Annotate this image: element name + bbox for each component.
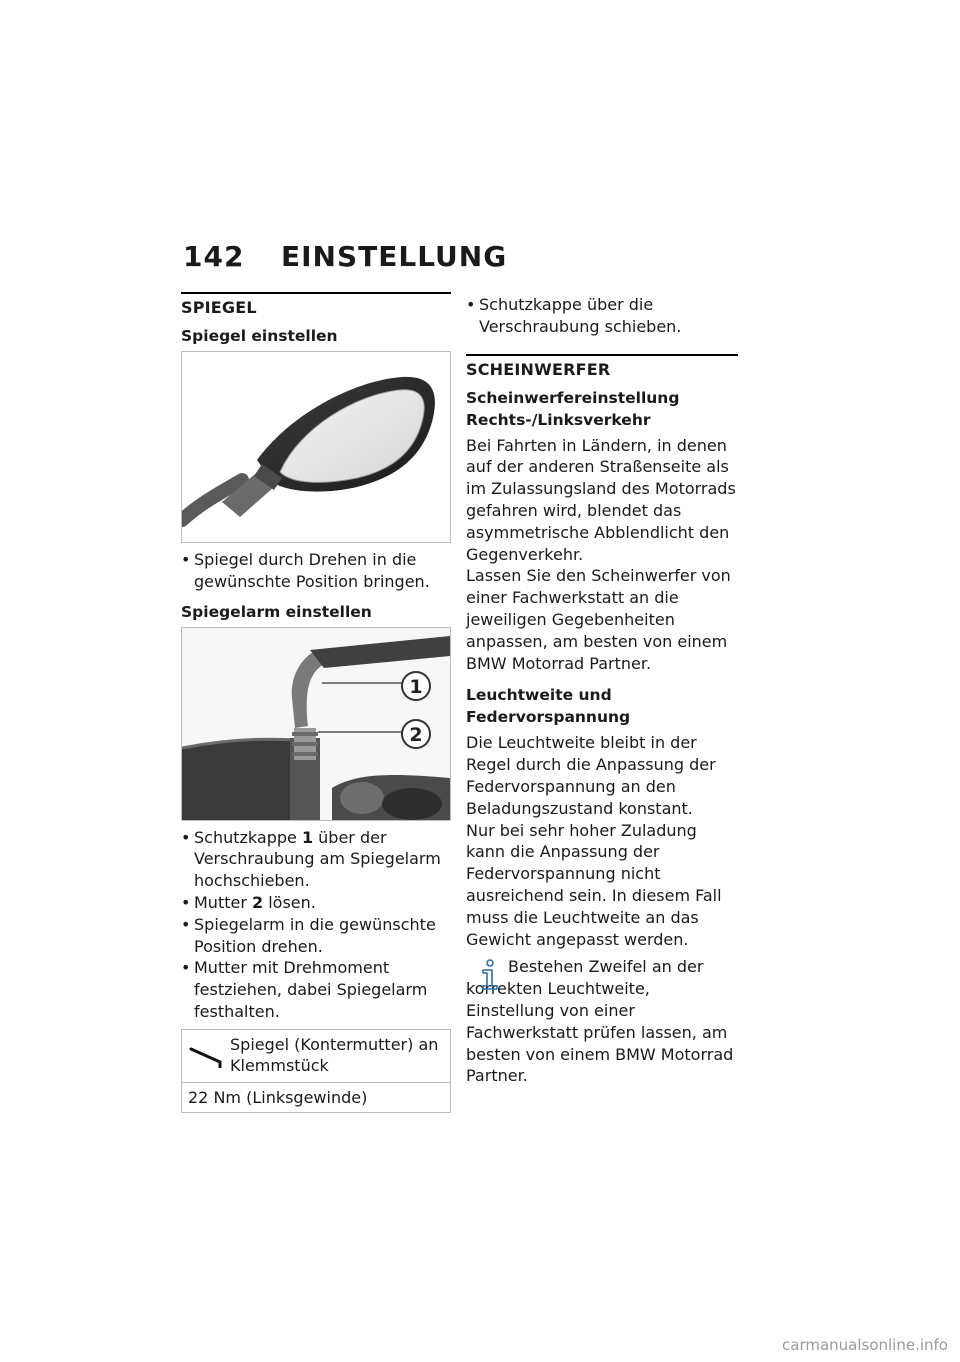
torque-label: Spiegel (Kontermutter) an Klemmstück bbox=[230, 1034, 439, 1075]
left-column bbox=[181, 292, 451, 1113]
callout-1: 1 bbox=[409, 675, 423, 698]
list-item: • Schutzkappe über die Verschraubung schieben. bbox=[466, 294, 738, 338]
info-note bbox=[466, 956, 738, 1087]
callout-2: 2 bbox=[409, 723, 423, 746]
range-text-1: Die Leuchtweite bleibt in der Regel durch die Anpassung der Federvorspannung an den Beladungszustand konstant. bbox=[466, 733, 716, 818]
right-column bbox=[466, 294, 738, 1087]
chapter-title: EINSTELLUNG bbox=[281, 240, 508, 273]
mirror-arm-photo bbox=[181, 627, 451, 821]
list-item: • Spiegelarm in die gewünschte Position drehen. bbox=[181, 914, 451, 958]
torque-wrench-icon bbox=[188, 1034, 230, 1076]
watermark: carmanualsonline.info bbox=[782, 1336, 948, 1354]
info-icon bbox=[478, 958, 502, 996]
subheading-traffic-side: Scheinwerfereinstellung Rechts-/Linksverkehr bbox=[466, 388, 680, 429]
headlight-text-1: Bei Fahrten in Ländern, in denen auf der anderen Straßenseite als im Zulassungsland des Motorrads gefahren wird, blendet das asymmetrische Abblendlicht den Gegenverkehr. bbox=[466, 435, 736, 564]
page-number: 142 bbox=[183, 240, 245, 273]
continued-steps bbox=[466, 294, 738, 338]
torque-value: 22 Nm (Linksgewinde) bbox=[188, 1087, 368, 1107]
mirror-steps bbox=[181, 549, 451, 593]
headlight-text-2: Lassen Sie den Scheinwerfer von einer Fachwerkstatt an die jeweiligen Gegebenheiten anpassen, am besten von einem BMW Motorrad Partner. bbox=[466, 566, 731, 673]
list-item: • Schutzkappe 1 über der Verschraubung am Spiegelarm hochschieben. bbox=[181, 827, 451, 892]
list-item: • Spiegel durch Drehen in die gewünschte Position bringen. bbox=[181, 549, 451, 593]
section-rule bbox=[181, 292, 451, 294]
list-item: • Mutter mit Drehmoment festziehen, dabei Spiegelarm festhalten. bbox=[181, 957, 451, 1022]
subheading-mirror-adjust: Spiegel einstellen bbox=[181, 327, 338, 345]
section-title-headlight: SCHEINWERFER bbox=[466, 359, 611, 379]
range-text-2: Nur bei sehr hoher Zuladung kann die Anpassung der Federvorspannung nicht ausreichend sein. In diesem Fall muss die Leuchtweite an das Gewicht angepasst werden. bbox=[466, 820, 722, 949]
section-title-mirror: SPIEGEL bbox=[181, 298, 257, 317]
page-header bbox=[183, 240, 507, 273]
arm-steps bbox=[181, 827, 451, 1023]
subheading-arm-adjust: Spiegelarm einstellen bbox=[181, 602, 372, 621]
list-item: • Mutter 2 lösen. bbox=[181, 892, 451, 914]
info-text: Bestehen Zweifel an der korrekten Leuchtweite, Einstellung von einer Fachwerkstatt prüfen lassen, am besten von einem BMW Motorrad Partner. bbox=[466, 957, 734, 1086]
mirror-photo bbox=[181, 351, 451, 543]
torque-spec-box bbox=[181, 1029, 451, 1113]
section-rule bbox=[466, 354, 738, 356]
subheading-beam-range: Leuchtweite und Federvorspannung bbox=[466, 686, 631, 727]
